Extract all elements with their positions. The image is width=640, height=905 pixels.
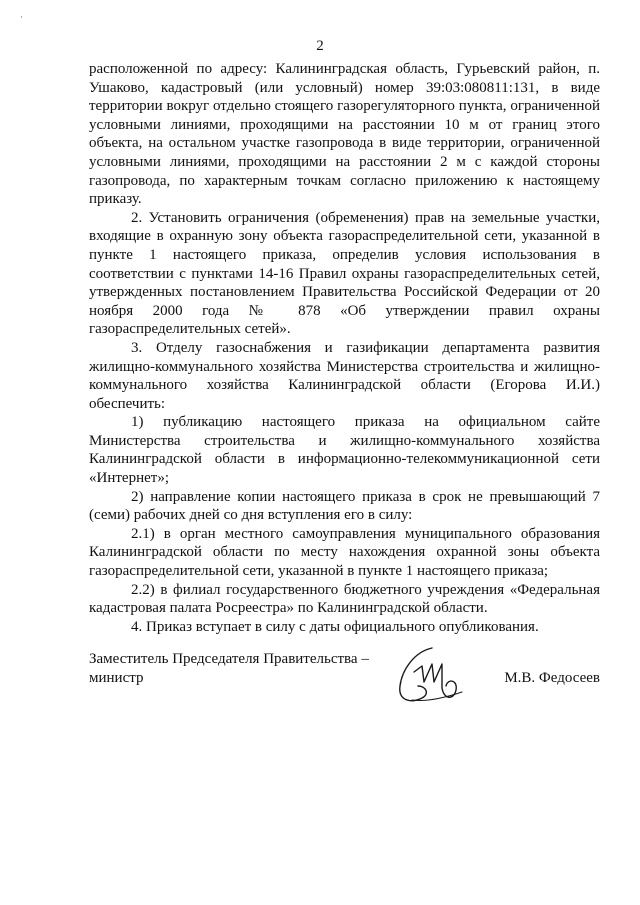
paragraph-item-3: 3. Отделу газоснабжения и газификации департамента развития жилищно-коммунального хозяйства Министерства строительства и жилищно-коммунального хозяйства Калининградской области (Егорова И.И.) обеспечить: bbox=[89, 339, 600, 412]
paragraph-subitem-1: 1) публикацию настоящего приказа на официальном сайте Министерства строительства и жилищно-коммунального хозяйства Калининградской области в информационно-телекоммуникационной сети «Интернет»; bbox=[89, 414, 600, 487]
signatory-name: М.В. Федосеев bbox=[504, 670, 600, 686]
paragraph-subitem-2: 2) направление копии настоящего приказа в срок не превышающий 7 (семи) рабочих дней со дня вступления его в силу: bbox=[89, 488, 600, 524]
signature-block bbox=[89, 650, 600, 710]
signatory-position-line2: министр bbox=[89, 670, 144, 686]
paragraph-item-4: 4. Приказ вступает в силу с даты официального опубликования. bbox=[131, 618, 539, 635]
document-body bbox=[89, 60, 600, 636]
paragraph-subitem-2-1: 2.1) в орган местного самоуправления муниципального образования Калининградской области по месту нахождения охранной зоны объекта газораспределительной сети, указанной в пункте 1 настоящего приказа; bbox=[89, 525, 600, 580]
signatory-position-line1: Заместитель Председателя Правительства – bbox=[89, 651, 369, 667]
handwritten-signature bbox=[392, 642, 472, 712]
paragraph-subitem-2-2: 2.2) в филиал государственного бюджетного учреждения «Федеральная кадастровая палата Росреестра» по Калининградской области. bbox=[89, 581, 600, 617]
paragraph-address-continuation: расположенной по адресу: Калининградская область, Гурьевский район, п. Ушаково, кадастровый (или условный) номер 39:03:080811:131, в виде территории вокруг отдельно стоящего газорегуляторного пункта, ограниченной условными линиями, проходящими на расстоянии 10 м от границ этого объекта, на остальном участке газопровода в виде территории, ограниченной условными линиями, проходящими на расстоянии 2 м с каждой стороны газопровода, по характерным точкам согласно приложению к настоящему приказу. bbox=[89, 61, 600, 208]
corner-mark: · bbox=[20, 12, 23, 22]
signatory-position bbox=[89, 650, 369, 688]
page-number: 2 bbox=[316, 38, 324, 54]
paragraph-item-2: 2. Установить ограничения (обременения) прав на земельные участки, входящие в охранную зону объекта газораспределительной сети, указанной в пункте 1 настоящего приказа, определив условия использования в соответствии с пунктами 14-16 Правил охраны газораспределительных сетей, утвержденных постановлением Правительства Российской Федерации от 20 ноября 2000 года № 878 «Об утверждении правил охраны газораспределительных сетей». bbox=[89, 209, 600, 338]
